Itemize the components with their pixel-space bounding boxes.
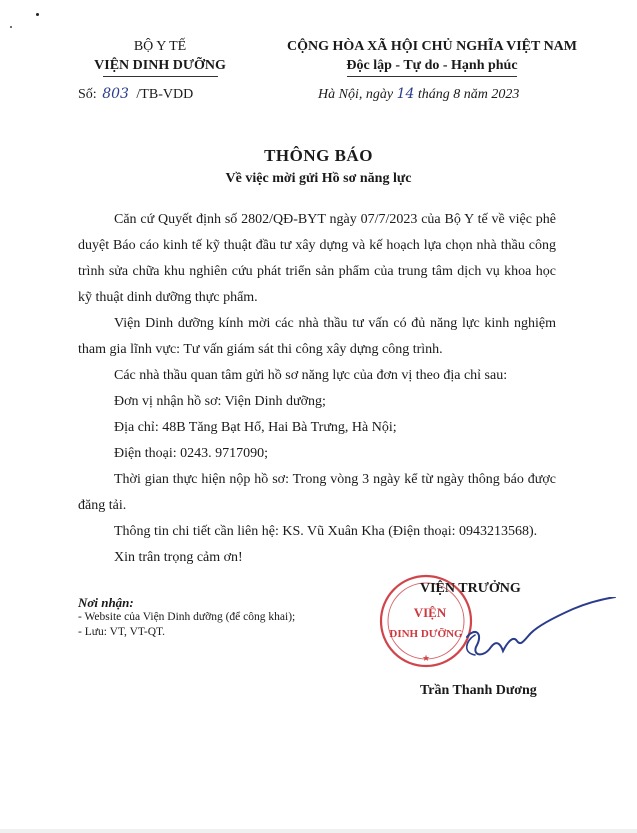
recipients-label: Nơi nhận: [78, 595, 134, 610]
document-title: THÔNG BÁO [264, 146, 373, 165]
recipients-block [78, 595, 295, 640]
header-left [70, 37, 250, 77]
handwritten-day: 14 [396, 86, 415, 102]
date-line [318, 86, 519, 103]
header-right [282, 37, 582, 77]
body-paragraph: Xin trân trọng cảm ơn! [114, 550, 243, 565]
national-motto: Độc lập - Tự do - Hạnh phúc [346, 58, 518, 73]
country-name: CỘNG HÒA XÃ HỘI CHỦ NGHĨA VIỆT NAM [286, 39, 577, 54]
body-paragraph: Các nhà thầu quan tâm gửi hồ sơ năng lực của đơn vị theo địa chỉ sau: [114, 368, 508, 383]
institute-name: VIỆN DINH DƯỠNG [94, 58, 226, 73]
body-paragraph: Thông tin chi tiết cần liên hệ: KS. Vũ Xuân Kha (Điện thoại: 0943213568). [114, 524, 538, 539]
body-paragraph: Thời gian thực hiện nộp hồ sơ: Trong vòng 3 ngày kể từ ngày thông báo được đăng tải. [78, 472, 556, 513]
svg-text:★: ★ [421, 653, 431, 663]
handwritten-signature [405, 597, 620, 667]
body-paragraph: Viện Dinh dưỡng kính mời các nhà thầu tư vấn có đủ năng lực kinh nghiệm tham gia lĩnh vực: Tư vấn giám sát thi công xây dựng công trình. [78, 316, 556, 357]
body-paragraph: Điện thoại: 0243. 9717090; [114, 446, 268, 461]
signer-name: Trần Thanh Dương [420, 683, 537, 698]
recipient-item: - Lưu: VT, VT-QT. [78, 626, 166, 638]
document-body [78, 207, 556, 571]
handwritten-number: 803 [102, 86, 129, 102]
page-bottom-edge [0, 829, 637, 833]
recipient-item: - Website của Viện Dinh dưỡng (để công khai); [78, 611, 296, 623]
document-subtitle: Về việc mời gửi Hồ sơ năng lực [225, 171, 412, 186]
number-prefix: Số: [78, 87, 97, 102]
scan-speck [10, 26, 12, 28]
institute-underline [103, 76, 218, 77]
body-paragraph: Địa chỉ: 48B Tăng Bạt Hổ, Hai Bà Trưng, Hà Nội; [114, 420, 397, 435]
signer-title: VIỆN TRƯỞNG [420, 581, 521, 596]
date-suffix: tháng 8 năm 2023 [417, 87, 520, 102]
body-paragraph: Đơn vị nhận hồ sơ: Viện Dinh dưỡng; [114, 394, 326, 409]
scan-speck [36, 13, 39, 16]
stamp-text-line2: DINH DƯỠNG [389, 628, 463, 640]
body-paragraph: Căn cứ Quyết định số 2802/QĐ-BYT ngày 07/7/2023 của Bộ Y tế về việc phê duyệt Báo cáo kinh tế kỹ thuật đầu tư xây dựng và kế hoạch lựa chọn nhà thầu công trình sửa chữa khu nghiên cứu phát triển sản phẩm của trung tâm dịch vụ khoa học kỹ thuật dinh dưỡng thực phẩm. [78, 212, 556, 305]
document-number [78, 86, 193, 103]
ministry-name: BỘ Y TẾ [133, 39, 187, 54]
date-prefix: Hà Nội, ngày [318, 87, 394, 102]
number-suffix: /TB-VDD [136, 87, 194, 102]
motto-underline [347, 76, 517, 77]
stamp-text-line1: VIỆN [413, 605, 447, 620]
